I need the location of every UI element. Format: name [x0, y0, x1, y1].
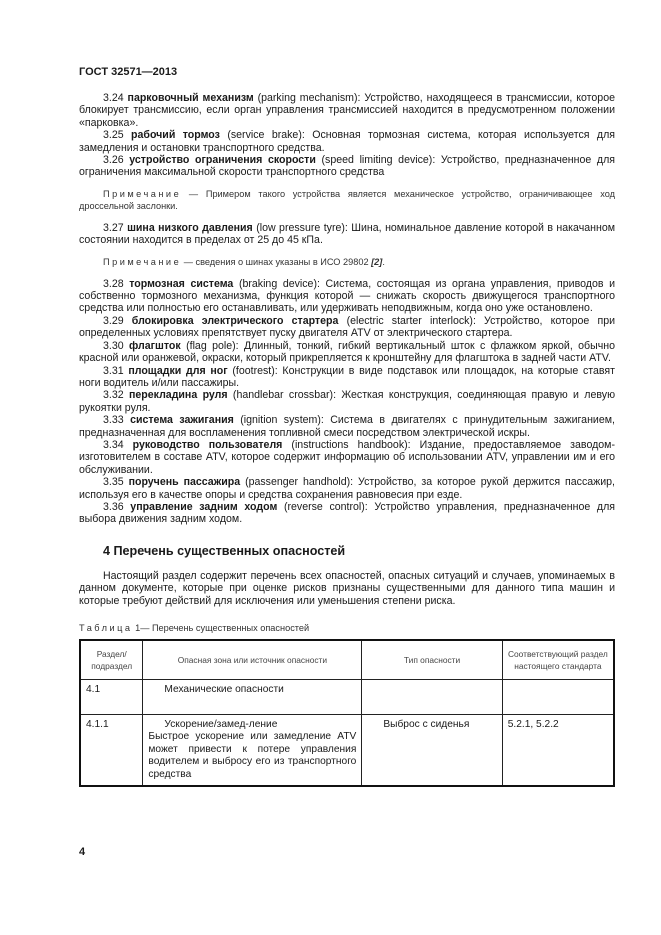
definition-term: парковочный механизм	[127, 92, 254, 104]
section-heading: 4 Перечень существенных опасностей	[103, 543, 346, 558]
definition-item	[79, 389, 615, 414]
definition-number: 3.31	[103, 364, 124, 377]
cell-type	[362, 680, 502, 715]
document-page	[79, 66, 615, 787]
definition-text: (instructions handbook): Издание, предоставляемое заводом-изготовителем в составе ATV, которое содержит информацию об использовании ATV, управлении им и его обслуживании.	[79, 438, 615, 476]
definition-text: (parking mechanism): Устройство, находящееся в трансмиссии, которое блокирует трансмиссию, если орган управления трансмиссией находится в предусмотренном положении «парковка».	[79, 92, 615, 129]
definition-text: (low pressure tyre): Шина, номинальное давление которой в накачанном состоянии находится в пределах от 25 до 45 кПа.	[79, 221, 615, 247]
definition-term: устройство ограничения скорости	[129, 154, 316, 167]
note-text: — сведения о шинах указаны в ИСО 29802	[183, 256, 369, 267]
cell-zone_title	[143, 680, 362, 715]
definition-number: 3.30	[103, 339, 124, 352]
cell-section	[80, 680, 143, 715]
hazards-table	[79, 639, 615, 787]
definition-text: (ignition system): Система в двигателях с принудительным зажиганием, предназначенная для воспламенения топливной смеси посредством электрической искры.	[79, 414, 615, 439]
definition-item	[79, 278, 615, 315]
definitions-block-3	[79, 278, 615, 526]
definition-text: (braking device): Система, состоящая из органа управления, приводов и собственно тормозного механизма, функция которой — снижать скорость движущегося транспортного средства или полностью его останавливать, или удерживать неподвижным, когда оно уже остановлено.	[79, 277, 615, 315]
definition-term: управление задним ходом	[130, 500, 278, 513]
definition-item	[79, 315, 615, 340]
definition-number: 3.24	[103, 92, 124, 104]
definition-term: перекладина руля	[128, 389, 228, 402]
table-caption-text: 1— Перечень существенных опасностей	[135, 623, 310, 633]
zone_title-text: Механические опасности	[164, 684, 284, 695]
definition-text: (service brake): Основная тормозная система, которая используется для замедления и остановки транспортного средства.	[79, 129, 615, 154]
column-header-reference: Соответствующий раздел настоящего стандарта	[502, 640, 614, 680]
note-label: Примечание	[103, 256, 182, 267]
column-header-zone: Опасная зона или источник опасности	[143, 640, 362, 680]
note-end: .	[382, 256, 385, 267]
definitions-block-1	[79, 92, 615, 179]
definition-term: флагшток	[129, 339, 181, 352]
definition-text: (passenger handhold): Устройство, за которое рукой держится пассажир, используя его в качестве опоры и средства сохранения равновесия при езде.	[79, 476, 615, 501]
table-row	[80, 715, 614, 787]
definition-item	[79, 222, 615, 247]
definition-text: (speed limiting device): Устройство, предназначенное для ограничения максимальной скорости транспортного средства	[79, 154, 616, 179]
section-intro: Настоящий раздел содержит перечень всех опасностей, опасных ситуаций и случаев, упоминаемых в данном документе, которые при оценке рисков признаны существенными для данного типа машин и которые требуют действий для исключения или уменьшения степени риска.	[79, 569, 615, 607]
bibliography-reference[interactable]: [2]	[371, 256, 383, 267]
definition-item	[79, 154, 615, 179]
definition-term: система зажигания	[130, 414, 234, 427]
definition-number: 3.34	[103, 438, 124, 451]
table-row	[80, 680, 614, 715]
definition-item	[79, 129, 615, 154]
definition-number: 3.28	[103, 277, 124, 290]
definition-item	[79, 439, 615, 476]
definition-number: 3.29	[103, 314, 124, 327]
note-text: — Примером такого устройства является механическое устройство, ограничивающее ход дроссельной заслонки.	[79, 188, 615, 211]
definition-number: 3.26	[103, 154, 124, 167]
definition-term: руководство пользователя	[132, 438, 283, 451]
definition-number: 3.36	[103, 500, 124, 513]
column-header-section: Раздел/ подраздел	[80, 640, 143, 680]
definition-term: рабочий тормоз	[131, 129, 220, 142]
definition-number: 3.33	[103, 414, 124, 427]
page-number: 4	[79, 846, 86, 858]
definition-term: поручень пассажира	[128, 476, 241, 489]
type-text: Выброс с сиденья	[383, 719, 470, 730]
zone_title-text: Ускорение/замед-ление	[164, 719, 278, 730]
definition-number: 3.32	[103, 389, 124, 402]
definition-text: (handlebar crossbar): Жесткая конструкция, соединяющая правую и левую рукоятки руля.	[79, 389, 616, 414]
table-caption-label: Таблица	[79, 623, 133, 633]
definition-text: (reverse control): Устройство управления, предназначенное для выбора движения задним ходом.	[79, 500, 615, 526]
table-caption	[79, 623, 615, 633]
definition-text: (electric starter interlock): Устройство, которое при определенных условиях препятствует пуску двигателя ATV от электрического стартера.	[79, 314, 616, 340]
note-1	[79, 188, 615, 212]
definition-term: шина низкого давления	[127, 221, 253, 234]
note-2	[79, 256, 615, 268]
definition-number: 3.25	[103, 129, 124, 142]
definition-number: 3.35	[103, 476, 124, 489]
section-text: 4.1.1	[86, 719, 109, 730]
definition-number: 3.27	[103, 221, 124, 234]
column-header-type: Тип опасности	[362, 640, 502, 680]
zone-description: Быстрое ускорение или замедление ATV может привести к потере управления водителем и выбросу его из транспортного средства	[148, 731, 357, 780]
definition-text: (flag pole): Длинный, тонкий, гибкий вертикальный шток с флажком яркой, обычно красной или оранжевой, окраски, который прикрепляется к кронштейну для флагштока в задней части ATV.	[79, 339, 615, 365]
cell-type	[362, 715, 502, 787]
note-label: Примечание	[103, 188, 182, 199]
definition-item	[79, 501, 615, 526]
definition-item	[79, 340, 615, 365]
definition-term: блокировка электрического стартера	[131, 314, 339, 327]
definition-item	[79, 92, 615, 129]
definition-text: (footrest): Конструкции в виде подставок или площадок, на которые ставят ноги водитель и/или пассажиры.	[79, 364, 615, 389]
cell-zone_title	[143, 715, 362, 787]
definition-term: площадки для ног	[128, 364, 228, 377]
cell-ref	[502, 715, 614, 787]
definition-item	[79, 414, 615, 439]
cell-section	[80, 715, 143, 787]
definitions-block-2	[79, 222, 615, 247]
ref-text: 5.2.1, 5.2.2	[507, 719, 559, 730]
definition-term: тормозная система	[129, 277, 234, 290]
table-header-row	[80, 640, 614, 680]
definition-item	[79, 365, 615, 390]
definition-item	[79, 476, 615, 501]
cell-ref	[502, 680, 614, 715]
section-text: 4.1	[86, 684, 101, 695]
document-header: ГОСТ 32571—2013	[79, 66, 178, 78]
